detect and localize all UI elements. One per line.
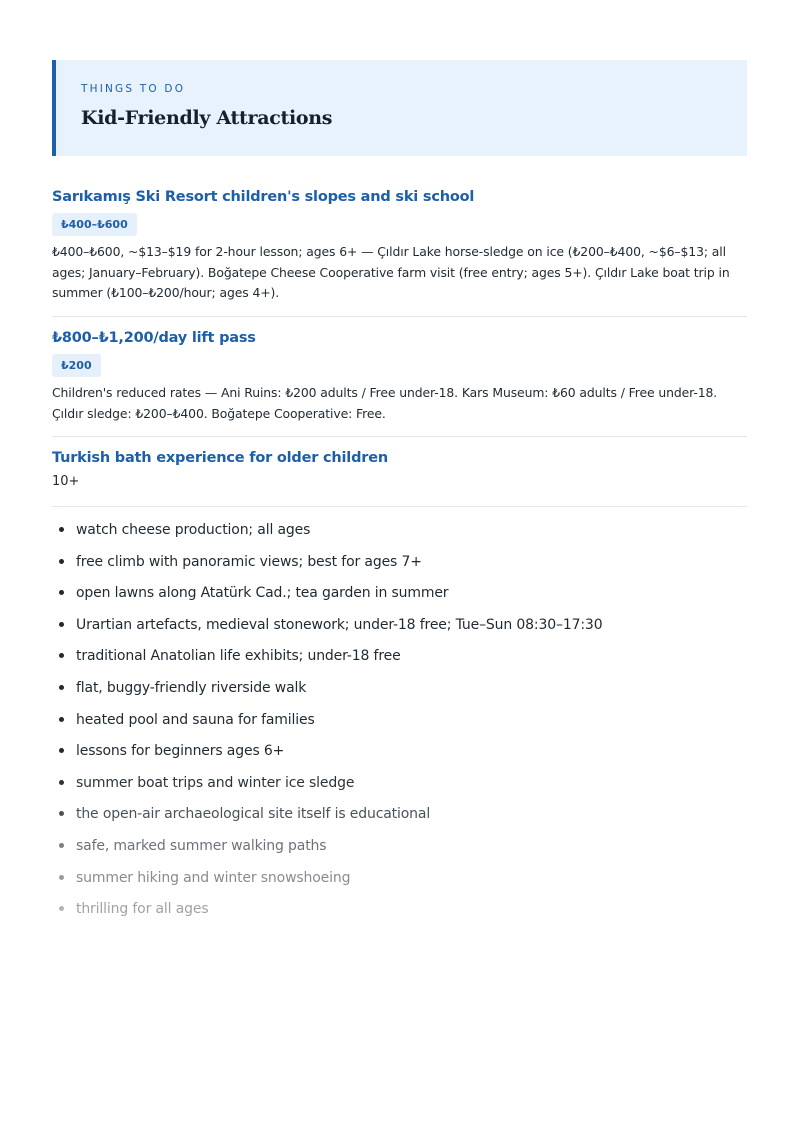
list-item xyxy=(52,581,747,613)
list-item-text: summer hiking and winter snowshoeing xyxy=(76,869,351,886)
page-title: Kid-Friendly Attractions xyxy=(81,107,333,129)
bullet-dot-icon xyxy=(59,559,64,564)
bullet-dot-icon xyxy=(59,875,64,880)
list-item xyxy=(52,771,747,803)
attraction-section-ski-school xyxy=(52,188,747,304)
list-item-text: lessons for beginners ages 6+ xyxy=(76,743,285,760)
list-item xyxy=(52,644,747,676)
list-item-text: traditional Anatolian life exhibits; under-18 free xyxy=(76,648,401,665)
bullet-dot-icon xyxy=(59,527,64,532)
bullet-dot-icon xyxy=(59,622,64,627)
list-item-text: thrilling for all ages xyxy=(76,901,209,918)
list-item xyxy=(52,550,747,582)
header-eyebrow: THINGS TO DO xyxy=(81,83,186,95)
bullet-dot-icon xyxy=(59,685,64,690)
bullet-dot-icon xyxy=(59,748,64,753)
attraction-section-lift-pass xyxy=(52,329,747,424)
section-header xyxy=(52,60,747,156)
price-badge: ₺200 xyxy=(52,354,101,377)
bullet-dot-icon xyxy=(59,843,64,848)
list-item xyxy=(52,866,747,898)
list-item xyxy=(52,897,747,929)
list-item-text: heated pool and sauna for families xyxy=(76,711,315,728)
list-item xyxy=(52,708,747,740)
bullet-dot-icon xyxy=(59,811,64,816)
bullet-dot-icon xyxy=(59,717,64,722)
price-badge: ₺400–₺600 xyxy=(52,213,137,236)
section-title: ₺800–₺1,200/day lift pass xyxy=(52,330,256,346)
list-item-text: summer boat trips and winter ice sledge xyxy=(76,774,355,791)
list-item xyxy=(52,834,747,866)
divider xyxy=(52,506,747,507)
attraction-bullet-list xyxy=(52,518,747,929)
list-item-text: free climb with panoramic views; best for ages 7+ xyxy=(76,553,422,570)
list-item-text: Urartian artefacts, medieval stonework; under-18 free; Tue–Sun 08:30–17:30 xyxy=(76,616,603,633)
list-item xyxy=(52,613,747,645)
section-title: Sarıkamış Ski Resort children's slopes and ski school xyxy=(52,189,475,205)
age-value: 10+ xyxy=(52,474,80,489)
list-item-text: flat, buggy-friendly riverside walk xyxy=(76,679,307,696)
bullet-dot-icon xyxy=(59,906,64,911)
list-item-text: watch cheese production; all ages xyxy=(76,522,311,538)
attraction-section-turkish-bath xyxy=(52,449,747,490)
list-item-text: safe, marked summer walking paths xyxy=(76,837,327,854)
list-item-text: the open-air archaeological site itself is educational xyxy=(76,806,431,823)
bullet-dot-icon xyxy=(59,653,64,658)
section-body: ₺400–₺600, ~$13–$19 for 2-hour lesson; ages 6+ — Çıldır Lake horse-sledge on ice (₺200–₺400, ~$6–$13; all ages; January–February). Boğatepe Cheese Cooperative farm visit (free entry; ages 5+). Çıldır Lake boat trip in summer (₺100–₺200/hour; ages 4+). xyxy=(52,244,730,300)
divider xyxy=(52,316,747,317)
list-item xyxy=(52,518,747,550)
list-item xyxy=(52,739,747,771)
list-item xyxy=(52,676,747,708)
section-title: Turkish bath experience for older children xyxy=(52,450,388,466)
bullet-dot-icon xyxy=(59,590,64,595)
section-body: Children's reduced rates — Ani Ruins: ₺200 adults / Free under-18. Kars Museum: ₺60 adults / Free under-18. Çıldır sledge: ₺200–₺400. Boğatepe Cooperative: Free. xyxy=(52,385,718,421)
list-item-text: open lawns along Atatürk Cad.; tea garden in summer xyxy=(76,585,449,602)
divider xyxy=(52,436,747,437)
bullet-dot-icon xyxy=(59,780,64,785)
list-item xyxy=(52,802,747,834)
